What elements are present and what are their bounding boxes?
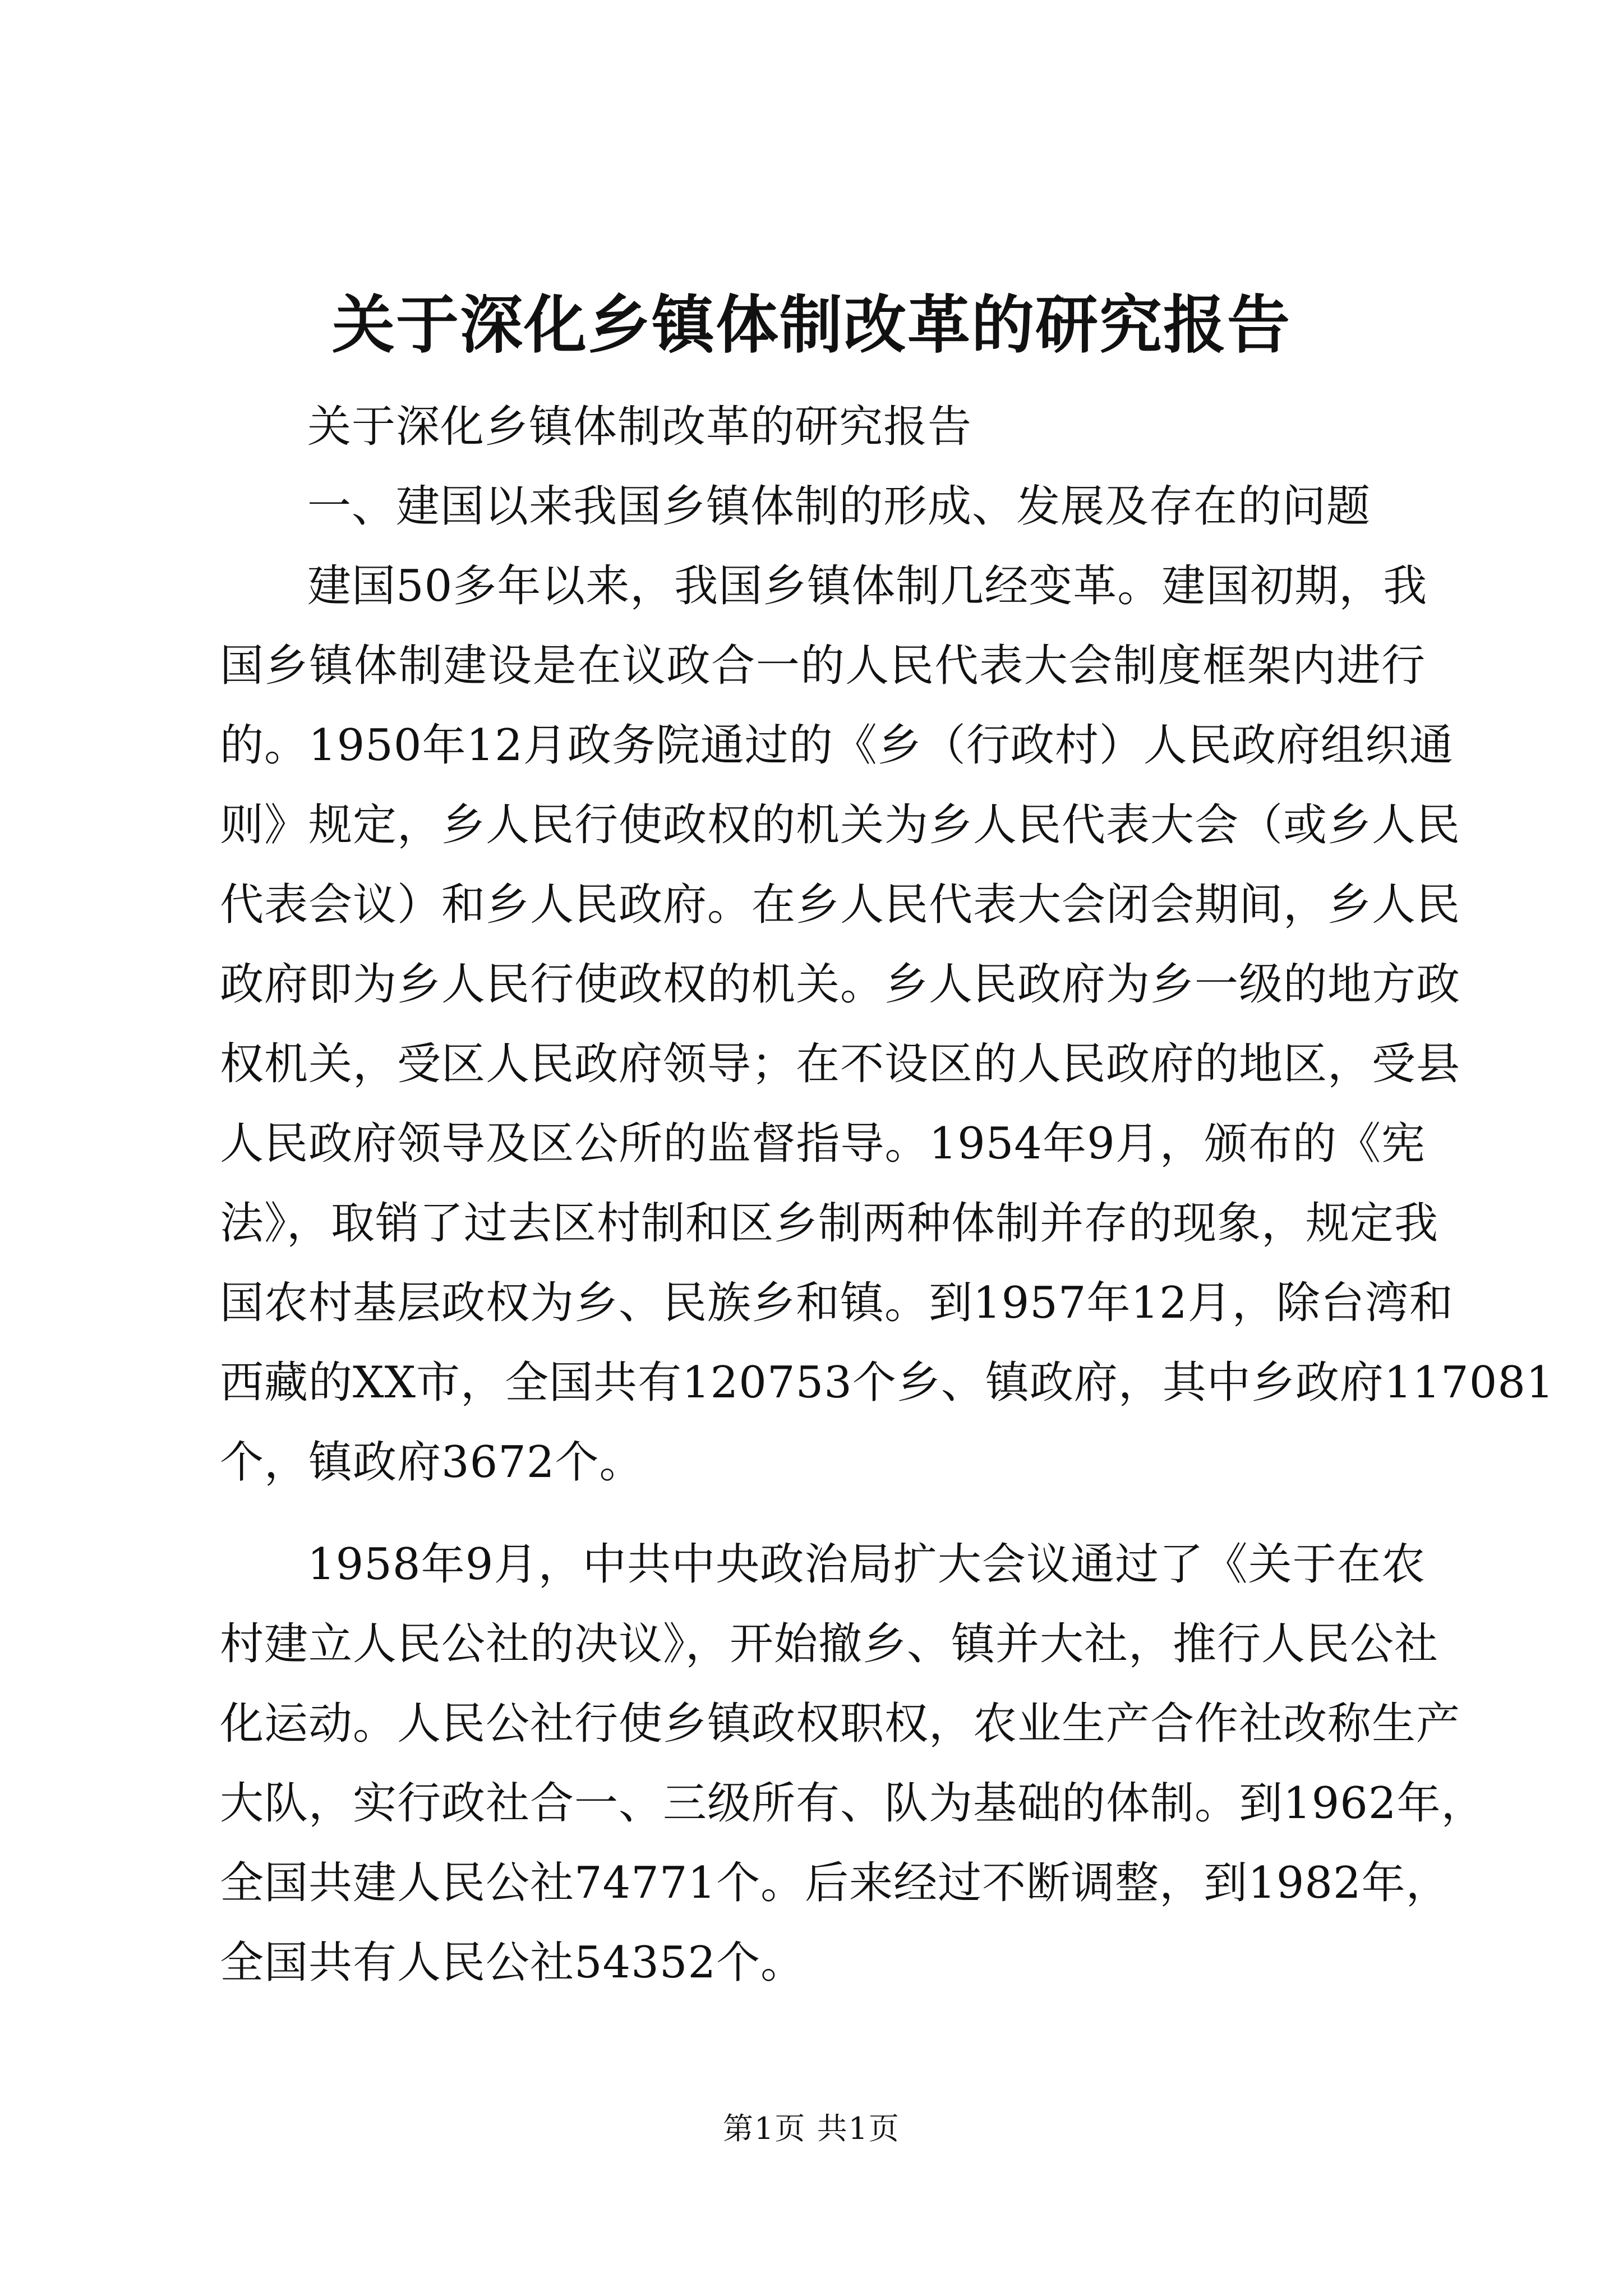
- paragraph-line: 1958年9月，中共中央政治局扩大会议通过了《关于在农: [307, 1539, 1426, 1590]
- document-body: [220, 387, 1555, 2003]
- paragraph-line: 全国共有人民公社54352个。: [220, 1938, 805, 1988]
- subtitle: 关于深化乡镇体制改革的研究报告: [307, 402, 972, 452]
- paragraph-line: 建国50多年以来，我国乡镇体制几经变革。建国初期，我: [307, 561, 1428, 611]
- paragraph-line: 政府即为乡人民行使政权的机关。乡人民政府为乡一级的地方政: [220, 959, 1461, 1010]
- paragraph-line: 代表会议）和乡人民政府。在乡人民代表大会闭会期间，乡人民: [220, 880, 1461, 930]
- paragraph-line: 村建立人民公社的决议》，开始撤乡、镇并大社，推行人民公社: [220, 1619, 1439, 1669]
- paragraph-line: 国乡镇体制建设是在议政合一的人民代表大会制度框架内进行: [220, 641, 1426, 691]
- paragraph-line: 法》，取销了过去区村制和区乡制两种体制并存的现象，规定我: [220, 1198, 1439, 1249]
- paragraph-line: 全国共建人民公社74771个。后来经过不断调整，到1982年，: [220, 1858, 1450, 1908]
- paragraph-line: 大队，实行政社合一、三级所有、队为基础的体制。到1962年，: [220, 1778, 1486, 1829]
- paragraph-line: 西藏的XX市，全国共有120753个乡、镇政府，其中乡政府117081: [220, 1358, 1555, 1408]
- paragraph-line: 人民政府领导及区公所的监督指导。1954年9月，颁布的《宪: [220, 1119, 1426, 1169]
- paragraph-line: 个，镇政府3672个。: [220, 1437, 644, 1488]
- document-title: 关于深化乡镇体制改革的研究报告: [332, 288, 1291, 362]
- page-footer: 第1页 共1页: [723, 2111, 900, 2146]
- section-heading: 一、建国以来我国乡镇体制的形成、发展及存在的问题: [307, 481, 1371, 532]
- paragraph-line: 权机关，受区人民政府领导；在不设区的人民政府的地区，受县: [220, 1039, 1461, 1089]
- paragraph-1: [220, 546, 1555, 1502]
- paragraph-line: 国农村基层政权为乡、民族乡和镇。到1957年12月，除台湾和: [220, 1278, 1454, 1328]
- paragraph-spacer: [220, 1502, 1426, 1525]
- paragraph-line: 化运动。人民公社行使乡镇政权职权，农业生产合作社改称生产: [220, 1699, 1461, 1749]
- paragraph-2: [220, 1525, 1486, 2003]
- paragraph-line: 则》规定，乡人民行使政权的机关为乡人民代表大会（或乡人民: [220, 800, 1461, 850]
- paragraph-line: 的。1950年12月政务院通过的《乡（行政村）人民政府组织通: [220, 720, 1454, 771]
